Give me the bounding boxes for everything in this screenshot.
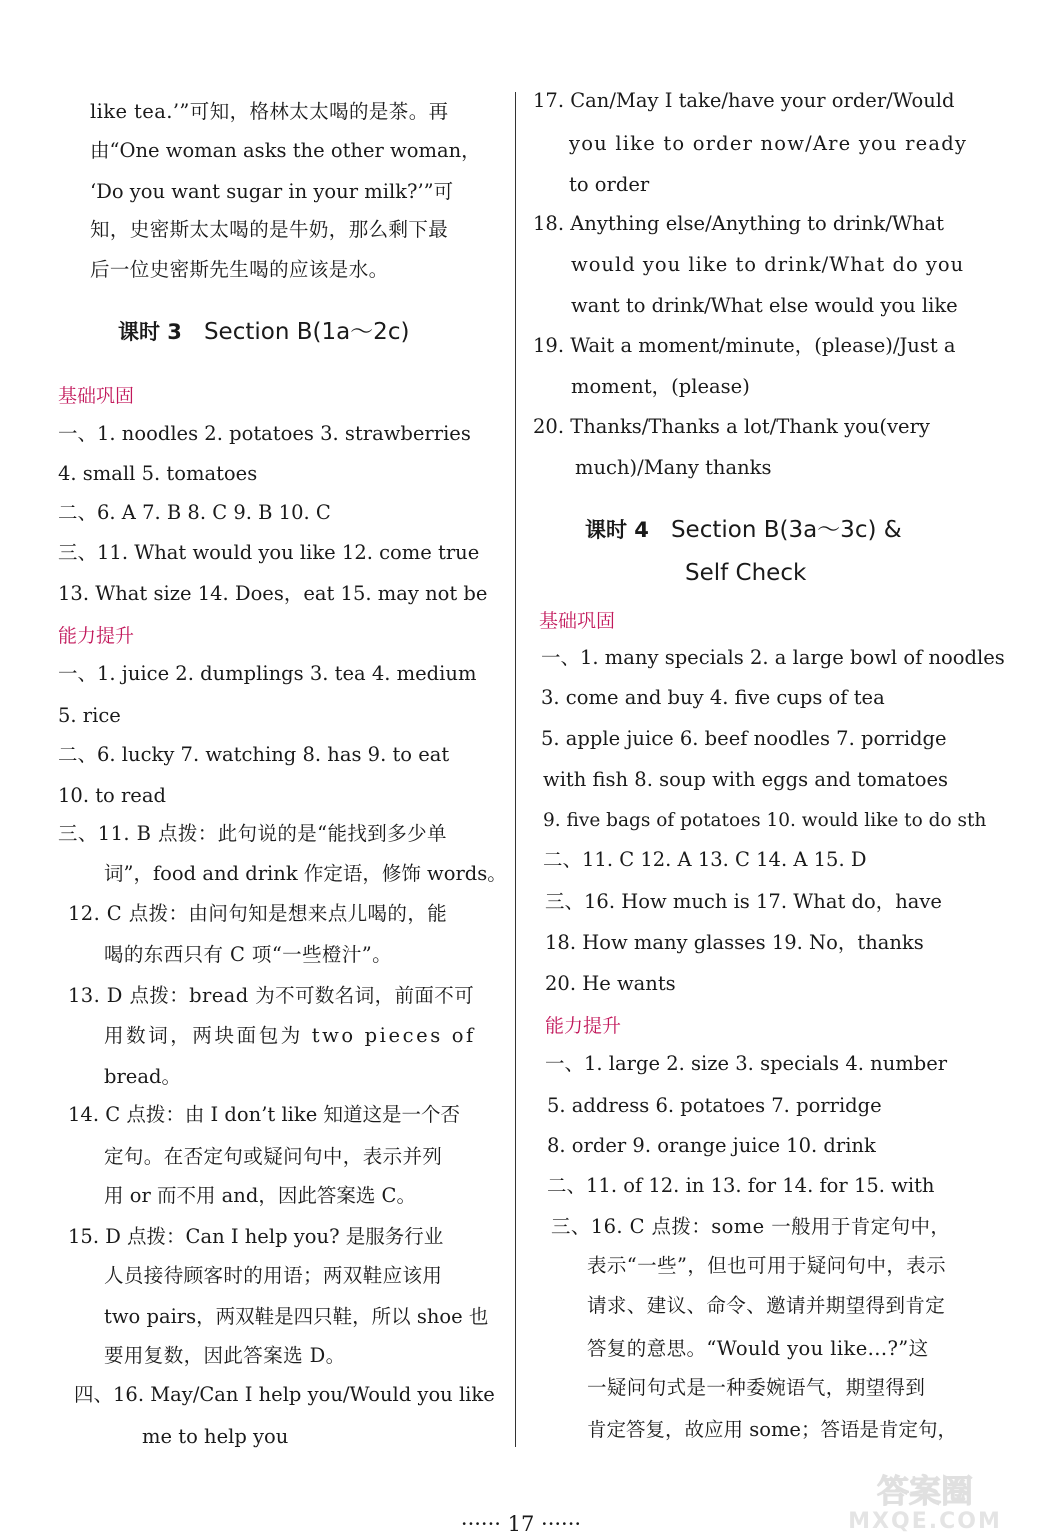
answer-line: 用数词，两块面包为 two pieces of xyxy=(104,1024,476,1047)
answer-line: 定句。在否定句或疑问句中，表示并列 xyxy=(104,1145,443,1168)
text-line: ‘Do you want sugar in your milk?’”可 xyxy=(90,180,454,203)
answer-line: much)/Many thanks xyxy=(575,456,772,479)
answer-line: 表示“一些”，但也可用于疑问句中，表示 xyxy=(587,1254,947,1277)
answer-line: 要用复数，因此答案选 D。 xyxy=(104,1344,346,1367)
column-divider xyxy=(515,92,516,1447)
text-line: 后一位史密斯先生喝的应该是水。 xyxy=(90,258,389,281)
answer-line: 一、1. many specials 2. a large bowl of noodles xyxy=(541,646,1005,669)
answer-line: two pairs，两双鞋是四只鞋，所以 shoe 也 xyxy=(104,1305,489,1328)
answer-line: 三、16. How much is 17. What do，have xyxy=(545,890,942,913)
answer-line: 19. Wait a moment/minute，(please)/Just a xyxy=(533,334,956,357)
answer-line: with fish 8. soup with eggs and tomatoes xyxy=(543,768,948,791)
answer-line: bread。 xyxy=(104,1065,181,1088)
answer-line: 15. D 点拨：Can I help you? 是服务行业 xyxy=(68,1225,444,1248)
text-line: 知，史密斯太太喝的是牛奶，那么剩下最 xyxy=(90,218,449,241)
answer-line: 18. How many glasses 19. No，thanks xyxy=(545,931,924,954)
answer-line: 答复的意思。“Would you like...?”这 xyxy=(587,1337,929,1360)
answer-line: 肯定答复，故应用 some；答语是肯定句， xyxy=(587,1418,957,1441)
answer-line: 人员接待顾客时的用语；两双鞋应该用 xyxy=(104,1264,443,1287)
answer-line: 12. C 点拨：由问句知是想来点儿喝的，能 xyxy=(68,902,448,925)
answer-line: 14. C 点拨：由 I don’t like 知道这是一个否 xyxy=(68,1103,460,1126)
answer-line: 9. five bags of potatoes 10. would like to do sth xyxy=(543,810,987,831)
answer-line: 13. D 点拨：bread 为不可数名词，前面不可 xyxy=(68,984,475,1007)
answer-line: 四、16. May/Can I help you/Would you like xyxy=(74,1383,495,1406)
answer-line: to order xyxy=(569,173,650,196)
answer-line: moment，(please) xyxy=(571,375,750,398)
text-line: 由“One woman asks the other woman， xyxy=(90,139,481,162)
lesson-title-continued: Self Check xyxy=(685,560,807,586)
section-label-ability: 能力提升 xyxy=(58,625,135,647)
answer-line: 一、1. large 2. size 3. specials 4. number xyxy=(545,1052,948,1075)
answer-line: 用 or 而不用 and，因此答案选 C。 xyxy=(104,1184,416,1207)
answer-line: 二、11. C 12. A 13. C 14. A 15. D xyxy=(543,848,867,871)
answer-line: 一、1. juice 2. dumplings 3. tea 4. medium xyxy=(58,662,477,685)
answer-line: want to drink/What else would you like xyxy=(571,294,958,317)
answer-line: me to help you xyxy=(142,1425,289,1448)
section-label-basic: 基础巩固 xyxy=(58,385,135,407)
answer-line: 喝的东西只有 C 项“一些橙汁”。 xyxy=(104,943,393,966)
lesson-heading xyxy=(118,318,409,346)
answer-line: 词”，food and drink 作定语，修饰 words。 xyxy=(104,862,507,885)
answer-line: 20. He wants xyxy=(545,972,676,995)
answer-line: 三、16. C 点拨：some 一般用于肯定句中， xyxy=(551,1215,951,1238)
page-number: ······ 17 ······ xyxy=(460,1512,582,1536)
text-line: like tea.’”可知，格林太太喝的是茶。再 xyxy=(90,100,449,123)
svg-text:答案圈: 答案圈 xyxy=(876,1472,974,1510)
lesson-title: Section B(3a～3c) & xyxy=(670,517,902,543)
section-label-basic: 基础巩固 xyxy=(539,610,616,632)
answer-line: 二、11. of 12. in 13. for 14. for 15. with xyxy=(547,1174,935,1197)
answer-line: would you like to drink/What do you xyxy=(571,253,965,276)
answer-line: 三、11. What would you like 12. come true xyxy=(58,541,480,564)
answer-line: 18. Anything else/Anything to drink/What xyxy=(533,212,944,235)
answer-line: 13. What size 14. Does，eat 15. may not be xyxy=(58,582,488,605)
watermark-logo xyxy=(823,1470,1028,1532)
lesson-heading xyxy=(585,516,902,544)
answer-line: 5. rice xyxy=(58,704,121,727)
answer-line: 20. Thanks/Thanks a lot/Thank you(very xyxy=(533,415,930,438)
answer-line: 请求、建议、命令、邀请并期望得到肯定 xyxy=(587,1294,946,1317)
svg-text:MXQE.COM: MXQE.COM xyxy=(848,1509,1002,1532)
answer-line: 10. to read xyxy=(58,784,166,807)
answer-line: 一疑问句式是一种委婉语气，期望得到 xyxy=(587,1376,926,1399)
lesson-title: Section B(1a～2c) xyxy=(203,319,410,345)
lesson-number: 课时 4 xyxy=(585,518,649,542)
lesson-number: 课时 3 xyxy=(118,320,182,344)
answer-line: 5. apple juice 6. beef noodles 7. porridge xyxy=(541,727,947,750)
answer-line: 三、11. B 点拨：此句说的是“能找到多少单 xyxy=(58,822,447,845)
answer-line: 4. small 5. tomatoes xyxy=(58,462,258,485)
section-label-ability: 能力提升 xyxy=(545,1015,622,1037)
answer-line: you like to order now/Are you ready xyxy=(569,132,968,155)
answer-line: 二、6. lucky 7. watching 8. has 9. to eat xyxy=(58,743,450,766)
answer-line: 8. order 9. orange juice 10. drink xyxy=(547,1134,876,1157)
answer-line: 17. Can/May I take/have your order/Would xyxy=(533,89,955,112)
answer-line: 一、1. noodles 2. potatoes 3. strawberries xyxy=(58,422,471,445)
answer-line: 3. come and buy 4. five cups of tea xyxy=(541,686,885,709)
answer-line: 二、6. A 7. B 8. C 9. B 10. C xyxy=(58,501,331,524)
answer-line: 5. address 6. potatoes 7. porridge xyxy=(547,1094,882,1117)
